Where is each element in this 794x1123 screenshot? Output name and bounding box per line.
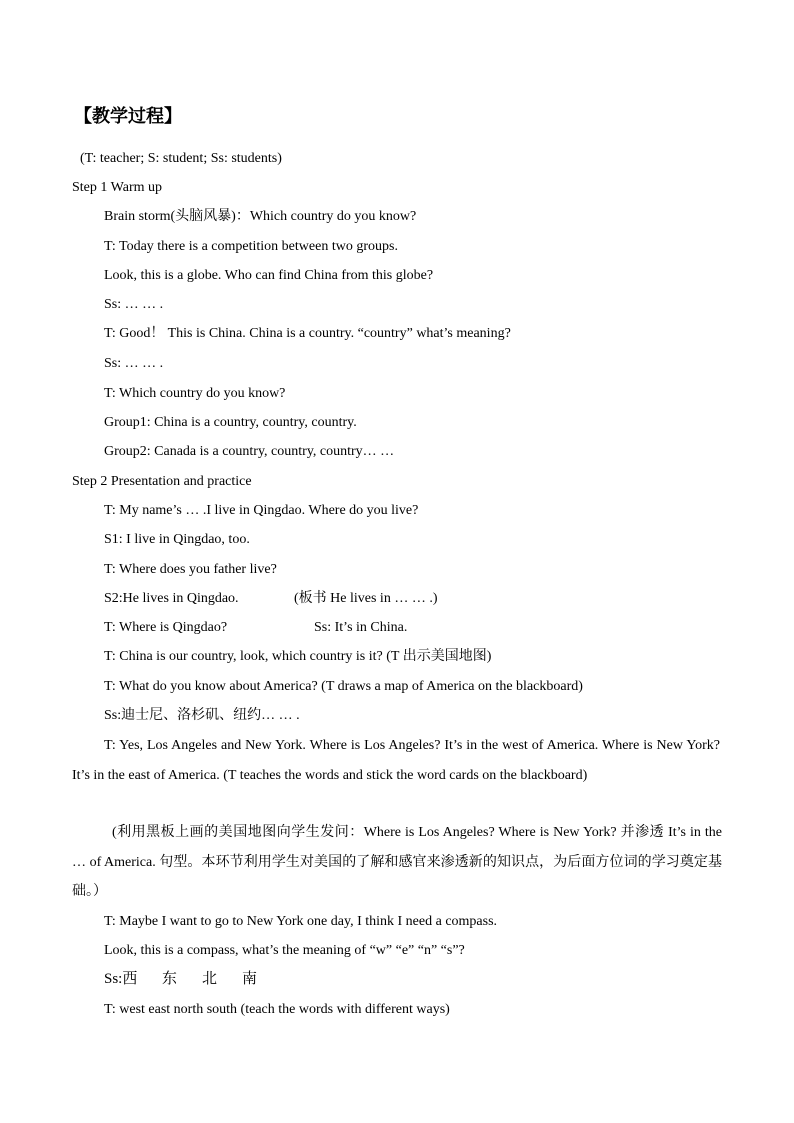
step1-title: Step 1 Warm up	[72, 180, 162, 195]
step1-line: T: Good！ This is China. China is a country. “country” what’s meaning?	[104, 326, 511, 341]
step1-line: Brain storm(头脑风暴)：Which country do you know?	[104, 209, 417, 224]
directions-cn-line	[104, 969, 258, 989]
teaching-note-paragraph: (利用黑板上画的美国地图向学生发问：Where is Los Angeles? Where is New York? 并渗透 It’s in the … of America. 句型。本环节利用学生对美国的了解和感官来渗透新的知识点，为后面方位词的学习奠定基础。）	[72, 825, 722, 899]
step1-line: Group2: Canada is a country, country, country… …	[104, 444, 395, 459]
step2-line: Look, this is a compass, what’s the meaning of “w” “e” “n” “s”?	[104, 943, 465, 958]
step1-line: T: Which country do you know?	[104, 386, 286, 401]
step2-title: Step 2 Presentation and practice	[72, 474, 252, 489]
step2-line: T: What do you know about America? (T draws a map of America on the blackboard)	[104, 679, 583, 694]
direction-east: 东	[162, 971, 178, 987]
section-heading: 【教学过程】	[74, 106, 182, 127]
step1-line: Look, this is a globe. Who can find China from this globe?	[104, 268, 434, 283]
s2-answer: S2:He lives in Qingdao.	[104, 591, 239, 606]
step1-line: Ss: … … .	[104, 297, 164, 312]
step2-line: S1: I live in Qingdao, too.	[104, 532, 250, 547]
students-answer: Ss: It’s in China.	[314, 620, 408, 635]
step2-line: T: west east north south (teach the words with different ways)	[104, 1002, 450, 1017]
step2-line: T: My name’s … .I live in Qingdao. Where do you live?	[104, 503, 419, 518]
step1-line: Ss: … … .	[104, 356, 164, 371]
blackboard-note: (板书 He lives in … … .)	[294, 591, 438, 606]
step2-qingdao-line	[104, 618, 408, 638]
step2-s2-line	[104, 589, 438, 609]
step1-line: Group1: China is a country, country, country.	[104, 415, 357, 430]
step2-line: T: Where does you father live?	[104, 562, 277, 577]
step2-line: T: China is our country, look, which country is it? (T 出示美国地图)	[104, 649, 492, 664]
abbreviation-legend: (T: teacher; S: student; Ss: students)	[80, 151, 282, 166]
step2-line: T: Maybe I want to go to New York one day, I think I need a compass.	[104, 914, 498, 929]
west-east-paragraph: T: Yes, Los Angeles and New York. Where is Los Angeles? It’s in the west of America. Where is New York? It’s in the east of America. (T teaches the words and stick the word cards on the blackboard)	[72, 738, 720, 783]
step2-line: Ss:迪士尼、洛杉矶、纽约… … .	[104, 708, 300, 723]
direction-west: 西	[122, 971, 138, 987]
teacher-question: T: Where is Qingdao?	[104, 620, 228, 635]
direction-north: 北	[202, 971, 218, 987]
directions-label: Ss:	[104, 971, 123, 987]
step1-line: T: Today there is a competition between two groups.	[104, 239, 398, 254]
direction-south: 南	[242, 971, 258, 987]
